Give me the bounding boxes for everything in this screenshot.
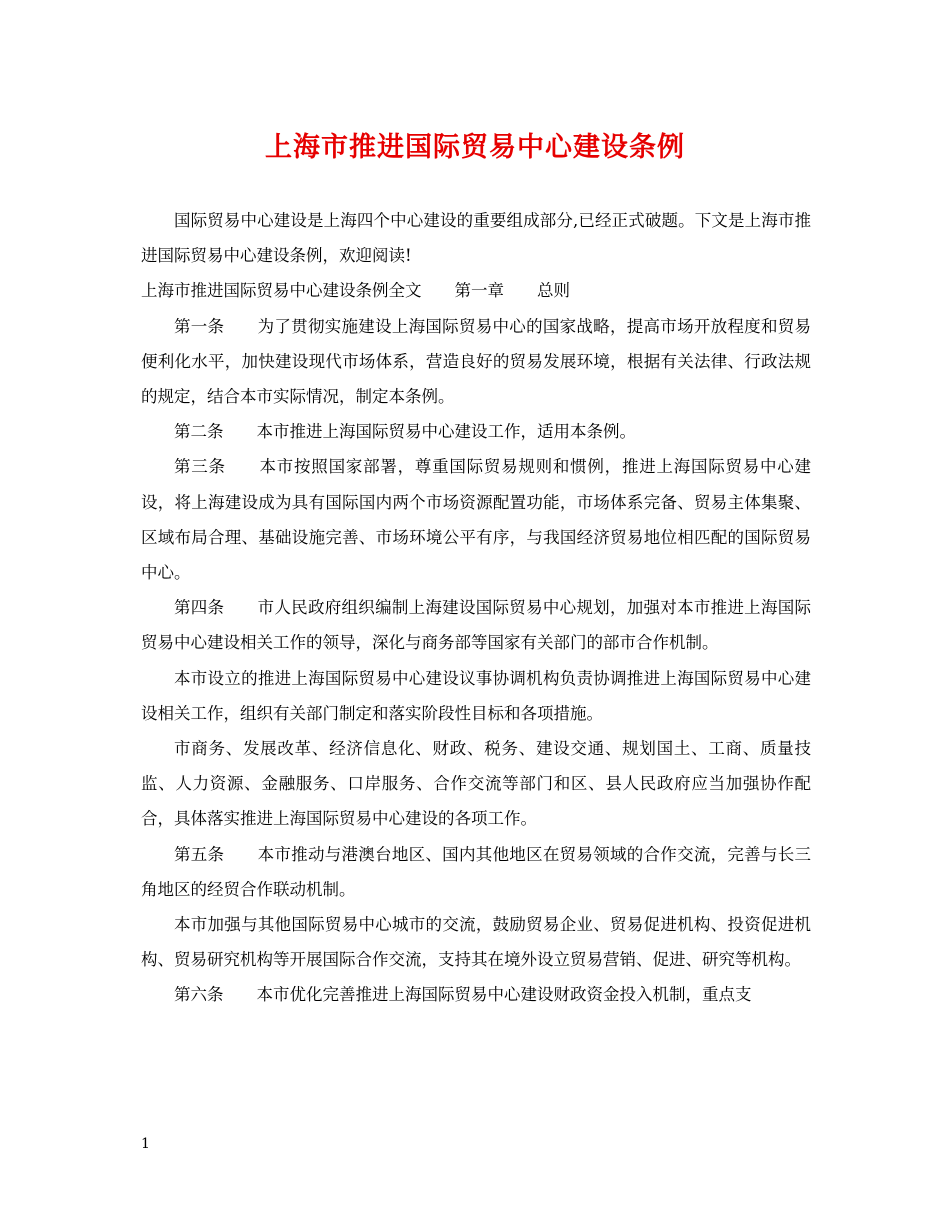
article-text: 市人民政府组织编制上海建设国际贸易中心规划，加强对本市推进上海国际贸易中心建设相关工作的领导，深化与商务部等国家有关部门的部市合作机制。: [141, 598, 812, 653]
article-text: 本市优化完善推进上海国际贸易中心建设财政资金投入机制，重点支: [256, 985, 752, 1005]
article-text: 本市推进上海国际贸易中心建设工作，适用本条例。: [256, 422, 636, 442]
article-text: 为了贯彻实施建设上海国际贸易中心的国家战略，提高市场开放程度和贸易便利化水平，加快建设现代市场体系，营造良好的贸易发展环境，根据有关法律、行政法规的规定，结合本市实际情况，制定本条例。: [141, 316, 812, 407]
article-2: [141, 414, 811, 449]
full-text-label: 上海市推进国际贸易中心建设条例全文: [141, 281, 422, 301]
page-number: 1: [141, 1136, 150, 1152]
article-label: 第二条: [174, 422, 224, 442]
article-label: 第六条: [174, 985, 224, 1005]
document-title: 上海市推进国际贸易中心建设条例: [265, 132, 685, 163]
article-label: 第五条: [174, 844, 225, 864]
article-4: [141, 590, 811, 660]
article-text: 本市按照国家部署，尊重国际贸易规则和惯例，推进上海国际贸易中心建设，将上海建设成为具有国际国内两个市场资源配置功能，市场体系完备、贸易主体集聚、区域布局合理、基础设施完善、市场环境公平有序，与我国经济贸易地位相匹配的国际贸易中心。: [141, 457, 812, 583]
article-5-clause-2: 本市加强与其他国际贸易中心城市的交流，鼓励贸易企业、贸易促进机构、投资促进机构、贸易研究机构等开展国际合作交流，支持其在境外设立贸易营销、促进、研究等机构。: [141, 915, 811, 970]
article-4-clause-3: 市商务、发展改革、经济信息化、财政、税务、建设交通、规划国土、工商、质量技监、人力资源、金融服务、口岸服务、合作交流等部门和区、县人民政府应当加强协作配合，具体落实推进上海国际贸易中心建设的各项工作。: [141, 739, 811, 829]
article-text: 本市推动与港澳台地区、国内其他地区在贸易领域的合作交流，完善与长三角地区的经贸合作联动机制。: [141, 844, 812, 899]
chapter-heading-line: [141, 273, 811, 308]
article-4-clause-2: 本市设立的推进上海国际贸易中心建设议事协调机构负责协调推进上海国际贸易中心建设相关工作，组织有关部门制定和落实阶段性目标和各项措施。: [141, 668, 811, 723]
article-1: [141, 309, 811, 415]
article-label: 第一条: [174, 316, 225, 336]
document-body: [141, 203, 811, 1013]
chapter-number: 第一章: [454, 281, 504, 301]
chapter-title: 总则: [537, 281, 570, 301]
article-3: [141, 449, 811, 590]
intro-paragraph: 国际贸易中心建设是上海四个中心建设的重要组成部分,已经正式破题。下文是上海市推进国际贸易中心建设条例，欢迎阅读!: [141, 211, 811, 266]
article-5: [141, 837, 811, 907]
article-6: [141, 977, 811, 1012]
article-label: 第三条: [174, 457, 226, 477]
article-label: 第四条: [174, 598, 225, 618]
